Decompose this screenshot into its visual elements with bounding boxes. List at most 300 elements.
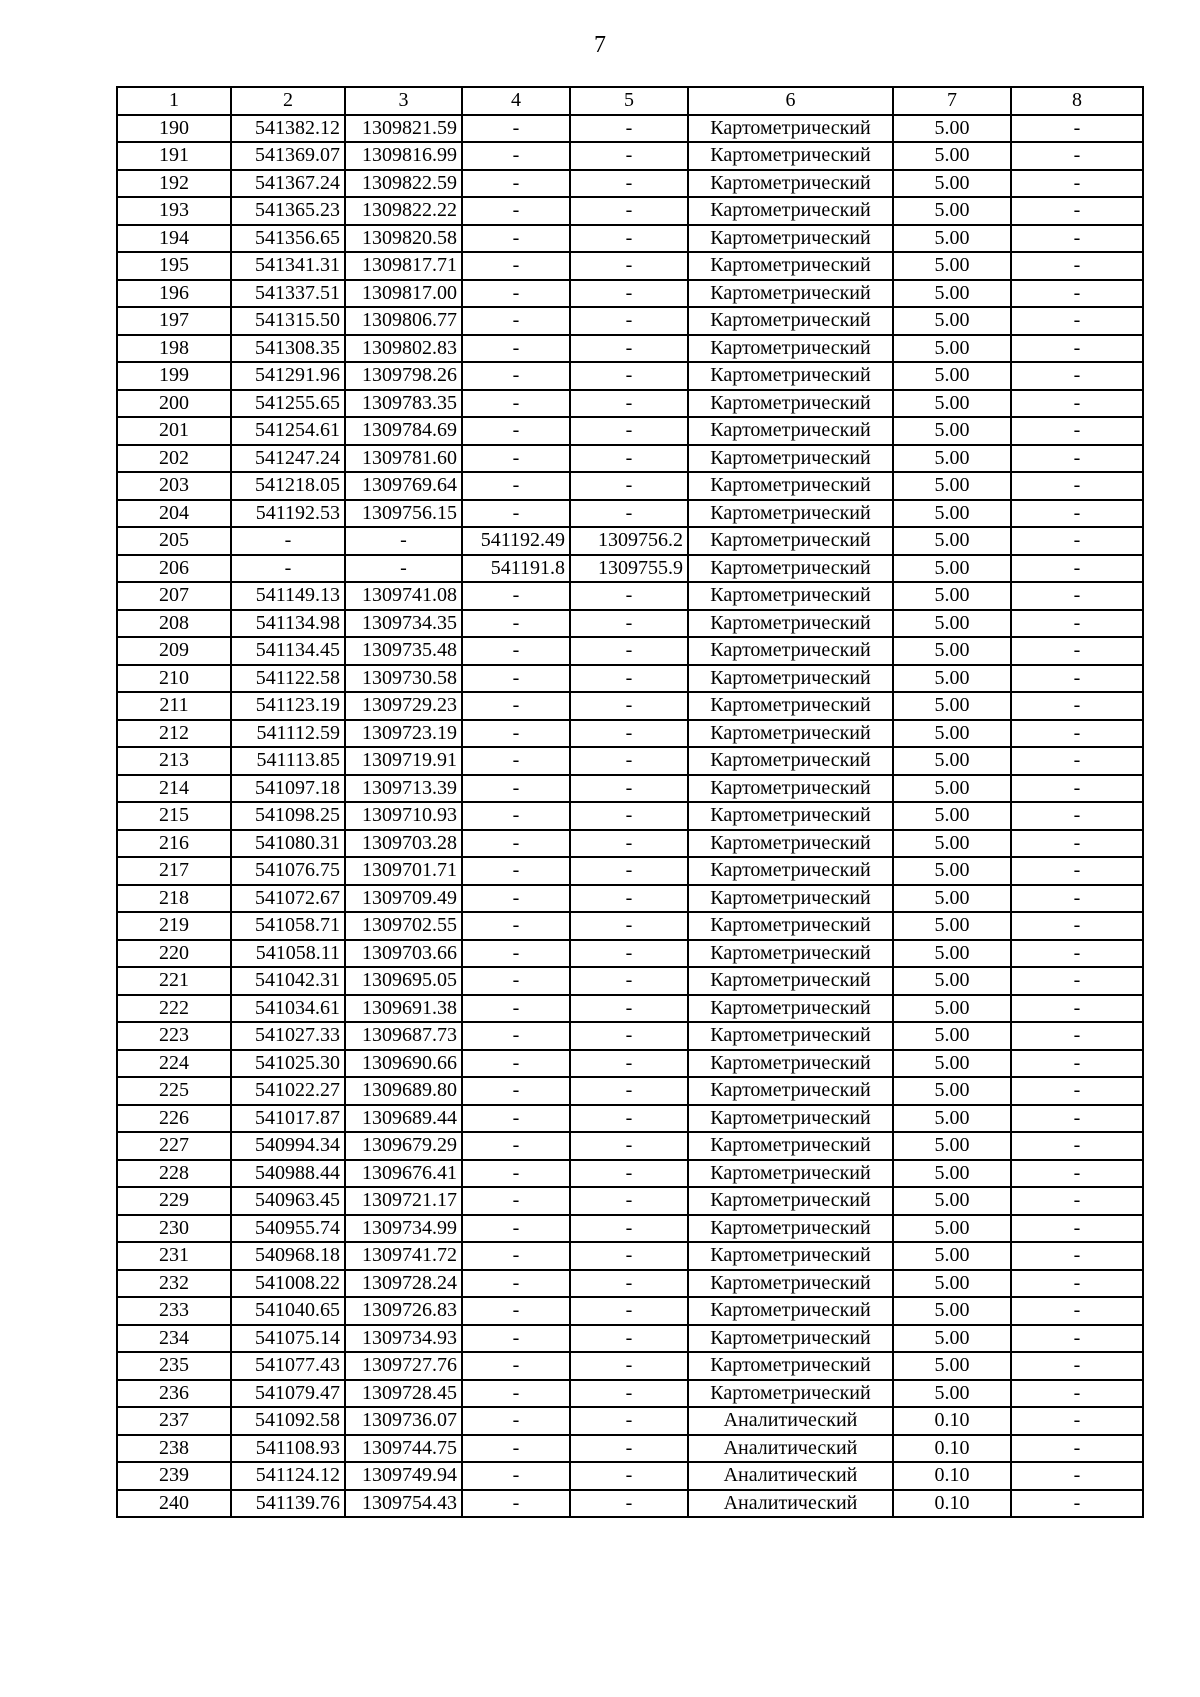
cell-accuracy: 5.00 [893,857,1011,885]
cell-y-coordinate: 1309702.55 [345,912,462,940]
cell-y-coordinate-new: - [570,830,688,858]
cell-x-coordinate-new: - [462,720,570,748]
cell-method: Картометрический [688,527,893,555]
cell-y-coordinate: 1309783.35 [345,390,462,418]
table-row [117,692,1143,720]
cell-description: - [1011,995,1143,1023]
cell-x-coordinate: 541218.05 [231,472,345,500]
cell-x-coordinate: 540955.74 [231,1215,345,1243]
cell-accuracy: 5.00 [893,1077,1011,1105]
cell-x-coordinate-new: - [462,142,570,170]
cell-y-coordinate-new: - [570,1270,688,1298]
cell-method: Картометрический [688,555,893,583]
cell-accuracy: 5.00 [893,775,1011,803]
cell-x-coordinate-new: - [462,775,570,803]
cell-y-coordinate: 1309744.75 [345,1435,462,1463]
cell-accuracy: 5.00 [893,665,1011,693]
cell-y-coordinate: 1309676.41 [345,1160,462,1188]
cell-x-coordinate: 541034.61 [231,995,345,1023]
cell-x-coordinate: 541058.71 [231,912,345,940]
table-row [117,1380,1143,1408]
table-row [117,582,1143,610]
cell-x-coordinate: 541254.61 [231,417,345,445]
cell-y-coordinate: 1309754.43 [345,1490,462,1518]
cell-accuracy: 5.00 [893,747,1011,775]
table-row [117,802,1143,830]
cell-x-coordinate-new: - [462,362,570,390]
cell-point-number: 227 [117,1132,231,1160]
cell-y-coordinate-new: - [570,1050,688,1078]
cell-accuracy: 5.00 [893,197,1011,225]
cell-y-coordinate: 1309689.44 [345,1105,462,1133]
table-body [117,115,1143,1518]
cell-accuracy: 5.00 [893,1352,1011,1380]
cell-point-number: 207 [117,582,231,610]
cell-x-coordinate: 541134.45 [231,637,345,665]
cell-x-coordinate-new: - [462,280,570,308]
cell-method: Картометрический [688,747,893,775]
cell-description: - [1011,830,1143,858]
cell-accuracy: 5.00 [893,885,1011,913]
table-row [117,1132,1143,1160]
cell-y-coordinate-new: - [570,362,688,390]
cell-point-number: 203 [117,472,231,500]
cell-method: Картометрический [688,197,893,225]
table-row [117,995,1143,1023]
cell-x-coordinate: 541367.24 [231,170,345,198]
cell-method: Картометрический [688,775,893,803]
cell-description: - [1011,1242,1143,1270]
cell-x-coordinate: 540994.34 [231,1132,345,1160]
cell-description: - [1011,142,1143,170]
cell-description: - [1011,500,1143,528]
cell-description: - [1011,1105,1143,1133]
cell-accuracy: 5.00 [893,1022,1011,1050]
cell-x-coordinate-new: - [462,912,570,940]
cell-x-coordinate-new: - [462,1462,570,1490]
cell-y-coordinate-new: - [570,335,688,363]
cell-method: Картометрический [688,885,893,913]
cell-accuracy: 5.00 [893,280,1011,308]
cell-description: - [1011,252,1143,280]
cell-method: Картометрический [688,390,893,418]
column-header-7: 7 [893,87,1011,115]
cell-accuracy: 5.00 [893,445,1011,473]
cell-x-coordinate-new: - [462,170,570,198]
cell-y-coordinate-new: - [570,472,688,500]
cell-description: - [1011,555,1143,583]
cell-accuracy: 5.00 [893,225,1011,253]
cell-method: Картометрический [688,252,893,280]
cell-point-number: 239 [117,1462,231,1490]
cell-x-coordinate: 541122.58 [231,665,345,693]
cell-point-number: 219 [117,912,231,940]
cell-y-coordinate: 1309816.99 [345,142,462,170]
cell-point-number: 236 [117,1380,231,1408]
cell-x-coordinate: 541058.11 [231,940,345,968]
cell-accuracy: 0.10 [893,1407,1011,1435]
cell-y-coordinate: 1309734.35 [345,610,462,638]
cell-y-coordinate-new: - [570,1435,688,1463]
cell-method: Картометрический [688,1325,893,1353]
cell-x-coordinate-new: - [462,1352,570,1380]
cell-method: Картометрический [688,335,893,363]
cell-accuracy: 5.00 [893,170,1011,198]
column-header-2: 2 [231,87,345,115]
cell-x-coordinate-new: - [462,1325,570,1353]
cell-y-coordinate-new: - [570,665,688,693]
cell-x-coordinate: 541149.13 [231,582,345,610]
cell-y-coordinate-new: - [570,885,688,913]
table-row [117,1215,1143,1243]
cell-method: Картометрический [688,637,893,665]
cell-x-coordinate: 540968.18 [231,1242,345,1270]
cell-accuracy: 5.00 [893,1160,1011,1188]
cell-description: - [1011,1050,1143,1078]
cell-y-coordinate: 1309817.71 [345,252,462,280]
cell-x-coordinate: 541072.67 [231,885,345,913]
cell-point-number: 210 [117,665,231,693]
cell-accuracy: 5.00 [893,142,1011,170]
cell-accuracy: 5.00 [893,1270,1011,1298]
table-row [117,142,1143,170]
cell-description: - [1011,170,1143,198]
cell-point-number: 208 [117,610,231,638]
table-row [117,362,1143,390]
table-row [117,1270,1143,1298]
cell-description: - [1011,280,1143,308]
cell-y-coordinate: 1309741.72 [345,1242,462,1270]
cell-point-number: 237 [117,1407,231,1435]
cell-y-coordinate-new: - [570,390,688,418]
table-row [117,280,1143,308]
cell-x-coordinate: 541025.30 [231,1050,345,1078]
cell-x-coordinate-new: - [462,857,570,885]
cell-point-number: 209 [117,637,231,665]
cell-x-coordinate: 541075.14 [231,1325,345,1353]
cell-x-coordinate-new: 541192.49 [462,527,570,555]
table-row [117,1105,1143,1133]
cell-accuracy: 5.00 [893,995,1011,1023]
cell-x-coordinate: 540988.44 [231,1160,345,1188]
cell-x-coordinate-new: - [462,802,570,830]
cell-x-coordinate-new: - [462,1022,570,1050]
cell-y-coordinate: - [345,527,462,555]
cell-y-coordinate-new: - [570,1297,688,1325]
table-row [117,197,1143,225]
cell-y-coordinate-new: - [570,1325,688,1353]
cell-y-coordinate-new: - [570,857,688,885]
cell-x-coordinate: 541108.93 [231,1435,345,1463]
cell-y-coordinate-new: - [570,692,688,720]
table-row [117,1022,1143,1050]
cell-method: Картометрический [688,692,893,720]
cell-y-coordinate-new: - [570,1132,688,1160]
cell-y-coordinate-new: - [570,747,688,775]
cell-x-coordinate-new: - [462,115,570,143]
cell-accuracy: 5.00 [893,1050,1011,1078]
cell-point-number: 213 [117,747,231,775]
cell-description: - [1011,665,1143,693]
cell-accuracy: 5.00 [893,802,1011,830]
cell-point-number: 229 [117,1187,231,1215]
column-header-3: 3 [345,87,462,115]
table-row [117,1187,1143,1215]
cell-accuracy: 5.00 [893,252,1011,280]
table-row [117,335,1143,363]
cell-x-coordinate-new: - [462,747,570,775]
table-row [117,940,1143,968]
cell-point-number: 193 [117,197,231,225]
cell-method: Картометрический [688,1132,893,1160]
cell-point-number: 194 [117,225,231,253]
cell-method: Картометрический [688,857,893,885]
table-row [117,445,1143,473]
cell-x-coordinate: 541077.43 [231,1352,345,1380]
cell-method: Картометрический [688,1160,893,1188]
cell-point-number: 191 [117,142,231,170]
page-number: 7 [594,32,606,58]
table-row [117,115,1143,143]
cell-description: - [1011,1407,1143,1435]
cell-y-coordinate-new: 1309756.2 [570,527,688,555]
cell-y-coordinate: 1309821.59 [345,115,462,143]
cell-x-coordinate-new: - [462,1242,570,1270]
cell-x-coordinate-new: - [462,1490,570,1518]
cell-y-coordinate-new: - [570,417,688,445]
cell-y-coordinate: 1309719.91 [345,747,462,775]
cell-accuracy: 5.00 [893,912,1011,940]
cell-point-number: 196 [117,280,231,308]
cell-method: Картометрический [688,720,893,748]
cell-description: - [1011,115,1143,143]
table-row [117,1407,1143,1435]
cell-y-coordinate-new: - [570,995,688,1023]
cell-y-coordinate-new: - [570,115,688,143]
cell-description: - [1011,1077,1143,1105]
cell-accuracy: 5.00 [893,307,1011,335]
cell-method: Картометрический [688,830,893,858]
cell-method: Картометрический [688,940,893,968]
cell-accuracy: 5.00 [893,472,1011,500]
cell-x-coordinate: 541134.98 [231,610,345,638]
cell-x-coordinate: 541027.33 [231,1022,345,1050]
cell-y-coordinate-new: - [570,1022,688,1050]
cell-description: - [1011,1132,1143,1160]
cell-point-number: 211 [117,692,231,720]
cell-y-coordinate-new: - [570,225,688,253]
cell-accuracy: 5.00 [893,1215,1011,1243]
table-row [117,390,1143,418]
cell-y-coordinate: 1309721.17 [345,1187,462,1215]
cell-method: Картометрический [688,967,893,995]
cell-y-coordinate-new: - [570,967,688,995]
cell-point-number: 235 [117,1352,231,1380]
table-row [117,637,1143,665]
cell-x-coordinate-new: - [462,335,570,363]
cell-method: Картометрический [688,280,893,308]
cell-method: Картометрический [688,1187,893,1215]
cell-description: - [1011,885,1143,913]
cell-y-coordinate: 1309729.23 [345,692,462,720]
cell-accuracy: 5.00 [893,527,1011,555]
cell-method: Картометрический [688,665,893,693]
cell-method: Картометрический [688,1022,893,1050]
cell-description: - [1011,335,1143,363]
cell-point-number: 215 [117,802,231,830]
cell-description: - [1011,692,1143,720]
cell-y-coordinate-new: - [570,1407,688,1435]
table-row [117,1462,1143,1490]
cell-description: - [1011,1270,1143,1298]
cell-y-coordinate: 1309713.39 [345,775,462,803]
cell-y-coordinate: 1309798.26 [345,362,462,390]
cell-method: Картометрический [688,307,893,335]
cell-x-coordinate-new: - [462,830,570,858]
cell-y-coordinate: 1309820.58 [345,225,462,253]
cell-method: Картометрический [688,170,893,198]
table-row [117,1352,1143,1380]
cell-x-coordinate: 541369.07 [231,142,345,170]
cell-x-coordinate-new: - [462,1105,570,1133]
cell-x-coordinate-new: - [462,1380,570,1408]
cell-accuracy: 5.00 [893,1325,1011,1353]
cell-description: - [1011,940,1143,968]
cell-description: - [1011,1435,1143,1463]
cell-description: - [1011,775,1143,803]
cell-method: Картометрический [688,500,893,528]
cell-description: - [1011,857,1143,885]
cell-x-coordinate: 541123.19 [231,692,345,720]
cell-y-coordinate: 1309703.28 [345,830,462,858]
table-row [117,1490,1143,1518]
cell-x-coordinate-new: - [462,1187,570,1215]
cell-x-coordinate: 541139.76 [231,1490,345,1518]
cell-y-coordinate: 1309769.64 [345,472,462,500]
cell-accuracy: 5.00 [893,417,1011,445]
cell-x-coordinate-new: - [462,637,570,665]
cell-y-coordinate: 1309709.49 [345,885,462,913]
table-row [117,472,1143,500]
cell-x-coordinate: 541008.22 [231,1270,345,1298]
cell-accuracy: 5.00 [893,720,1011,748]
cell-y-coordinate-new: - [570,500,688,528]
cell-point-number: 212 [117,720,231,748]
cell-accuracy: 5.00 [893,692,1011,720]
cell-point-number: 190 [117,115,231,143]
cell-x-coordinate-new: - [462,307,570,335]
cell-description: - [1011,1215,1143,1243]
cell-x-coordinate: 541076.75 [231,857,345,885]
cell-method: Картометрический [688,1215,893,1243]
cell-y-coordinate: 1309723.19 [345,720,462,748]
cell-x-coordinate-new: - [462,1215,570,1243]
table-row [117,417,1143,445]
cell-x-coordinate: 541042.31 [231,967,345,995]
cell-point-number: 238 [117,1435,231,1463]
table-row [117,720,1143,748]
cell-y-coordinate-new: - [570,637,688,665]
cell-y-coordinate: 1309822.22 [345,197,462,225]
table-row [117,830,1143,858]
cell-point-number: 234 [117,1325,231,1353]
cell-point-number: 230 [117,1215,231,1243]
cell-x-coordinate: 541247.24 [231,445,345,473]
cell-accuracy: 5.00 [893,967,1011,995]
cell-point-number: 198 [117,335,231,363]
cell-y-coordinate-new: - [570,1242,688,1270]
cell-x-coordinate: 541079.47 [231,1380,345,1408]
cell-y-coordinate: 1309784.69 [345,417,462,445]
cell-description: - [1011,1160,1143,1188]
cell-point-number: 206 [117,555,231,583]
cell-y-coordinate: 1309679.29 [345,1132,462,1160]
cell-y-coordinate-new: - [570,1187,688,1215]
cell-y-coordinate-new: - [570,252,688,280]
cell-x-coordinate-new: - [462,445,570,473]
cell-point-number: 218 [117,885,231,913]
cell-y-coordinate-new: - [570,1160,688,1188]
cell-method: Картометрический [688,225,893,253]
cell-accuracy: 5.00 [893,940,1011,968]
cell-x-coordinate: 541308.35 [231,335,345,363]
cell-y-coordinate: 1309822.59 [345,170,462,198]
cell-x-coordinate: 541040.65 [231,1297,345,1325]
cell-y-coordinate: 1309817.00 [345,280,462,308]
cell-x-coordinate: 541291.96 [231,362,345,390]
table-row [117,912,1143,940]
cell-x-coordinate-new: - [462,472,570,500]
cell-description: - [1011,1462,1143,1490]
cell-x-coordinate: - [231,555,345,583]
cell-y-coordinate: 1309710.93 [345,802,462,830]
cell-point-number: 202 [117,445,231,473]
cell-point-number: 201 [117,417,231,445]
cell-x-coordinate-new: - [462,940,570,968]
column-header-8: 8 [1011,87,1143,115]
table-row [117,527,1143,555]
cell-point-number: 197 [117,307,231,335]
cell-x-coordinate: 541112.59 [231,720,345,748]
table-row [117,747,1143,775]
cell-description: - [1011,445,1143,473]
cell-method: Картометрический [688,1242,893,1270]
cell-x-coordinate: 541382.12 [231,115,345,143]
cell-x-coordinate-new: - [462,995,570,1023]
cell-y-coordinate-new: - [570,1215,688,1243]
cell-accuracy: 5.00 [893,1380,1011,1408]
cell-x-coordinate-new: - [462,885,570,913]
cell-y-coordinate-new: - [570,582,688,610]
cell-description: - [1011,802,1143,830]
cell-y-coordinate: 1309690.66 [345,1050,462,1078]
cell-y-coordinate: 1309806.77 [345,307,462,335]
cell-description: - [1011,1187,1143,1215]
table-row [117,665,1143,693]
cell-x-coordinate: 541080.31 [231,830,345,858]
cell-y-coordinate: 1309802.83 [345,335,462,363]
cell-x-coordinate-new: - [462,1297,570,1325]
cell-point-number: 225 [117,1077,231,1105]
cell-point-number: 220 [117,940,231,968]
column-header-1: 1 [117,87,231,115]
cell-y-coordinate-new: - [570,610,688,638]
cell-x-coordinate: 541356.65 [231,225,345,253]
cell-y-coordinate: 1309691.38 [345,995,462,1023]
cell-description: - [1011,390,1143,418]
cell-x-coordinate-new: - [462,500,570,528]
cell-x-coordinate: - [231,527,345,555]
